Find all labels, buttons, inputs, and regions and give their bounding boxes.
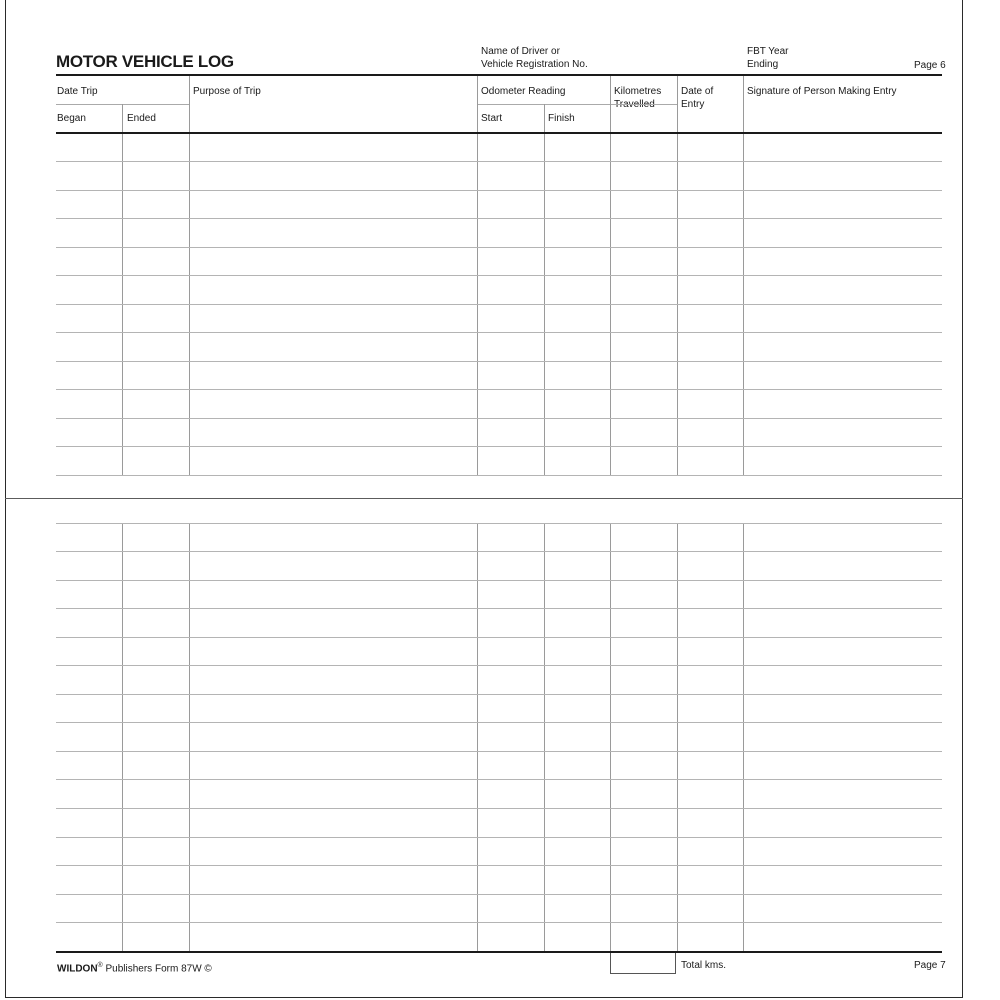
divider-finish xyxy=(544,104,545,132)
table-row[interactable] xyxy=(56,332,942,333)
divider-ended-body-bottom xyxy=(122,523,123,952)
col-date-entry-line1: Date of xyxy=(681,86,714,97)
total-kms-box[interactable] xyxy=(610,953,676,974)
divider-km xyxy=(610,76,611,132)
table-row[interactable] xyxy=(56,190,942,191)
divider-ended xyxy=(122,104,123,132)
divider-finish-body-bottom xyxy=(544,523,545,952)
table-row[interactable] xyxy=(56,694,942,695)
table-row[interactable] xyxy=(56,389,942,390)
driver-label-line1: Name of Driver or xyxy=(481,46,560,57)
table-row[interactable] xyxy=(56,551,942,552)
fbt-year-label: FBT Year xyxy=(747,46,789,57)
page-number-top: Page 6 xyxy=(914,60,946,71)
col-signature: Signature of Person Making Entry xyxy=(747,86,897,97)
total-kms-label: Total kms. xyxy=(681,960,727,971)
table-row[interactable] xyxy=(56,361,942,362)
table-row[interactable] xyxy=(56,837,942,838)
table-row[interactable] xyxy=(56,922,942,923)
registered-mark: ® xyxy=(97,962,103,969)
table-row[interactable] xyxy=(56,304,942,305)
page-fold-line xyxy=(5,498,963,499)
table-row[interactable] xyxy=(56,808,942,809)
divider-signature xyxy=(743,76,744,132)
divider-odometer xyxy=(477,76,478,132)
table-row[interactable] xyxy=(56,418,942,419)
table-row[interactable] xyxy=(56,894,942,895)
col-began: Began xyxy=(57,113,86,124)
table-row[interactable] xyxy=(56,580,942,581)
col-ended: Ended xyxy=(127,113,156,124)
table-row[interactable] xyxy=(56,247,942,248)
table-row[interactable] xyxy=(56,218,942,219)
table-row[interactable] xyxy=(56,665,942,666)
driver-label-line2: Vehicle Registration No. xyxy=(481,59,588,70)
table-row[interactable] xyxy=(56,865,942,866)
table-row[interactable] xyxy=(56,751,942,752)
col-km-line1: Kilometres xyxy=(614,86,662,97)
table-row[interactable] xyxy=(56,161,942,162)
col-date-entry-line2: Entry xyxy=(681,99,705,110)
publisher-brand: WILDON xyxy=(57,963,98,975)
col-date-trip: Date Trip xyxy=(57,86,98,97)
col-odometer: Odometer Reading xyxy=(481,86,566,97)
divider-date-entry-body-bottom xyxy=(677,523,678,952)
odometer-subdivider xyxy=(477,104,677,105)
form-title: MOTOR VEHICLE LOG xyxy=(56,52,234,71)
divider-date-entry xyxy=(677,76,678,132)
col-start: Start xyxy=(481,113,503,124)
divider-signature-body-bottom xyxy=(743,523,744,952)
publisher-form-number: Publishers Form 87W © xyxy=(102,963,212,975)
table-row[interactable] xyxy=(56,446,942,447)
divider-purpose-body-bottom xyxy=(189,523,190,952)
table-row[interactable] xyxy=(56,637,942,638)
table-row[interactable] xyxy=(56,608,942,609)
page-number-bottom: Page 7 xyxy=(914,960,946,971)
col-purpose: Purpose of Trip xyxy=(193,86,261,97)
table-row[interactable] xyxy=(56,475,942,476)
publisher-credit xyxy=(57,959,212,975)
table-row[interactable] xyxy=(56,722,942,723)
footer-rule xyxy=(56,951,942,953)
divider-odometer-body-bottom xyxy=(477,523,478,952)
table-row[interactable] xyxy=(56,779,942,780)
divider-purpose xyxy=(189,76,190,132)
table-row[interactable] xyxy=(56,275,942,276)
table-row[interactable] xyxy=(56,523,942,524)
fbt-ending-label: Ending xyxy=(747,59,779,70)
divider-km-body-bottom xyxy=(610,523,611,952)
form-page xyxy=(5,0,963,998)
col-finish: Finish xyxy=(548,113,575,124)
